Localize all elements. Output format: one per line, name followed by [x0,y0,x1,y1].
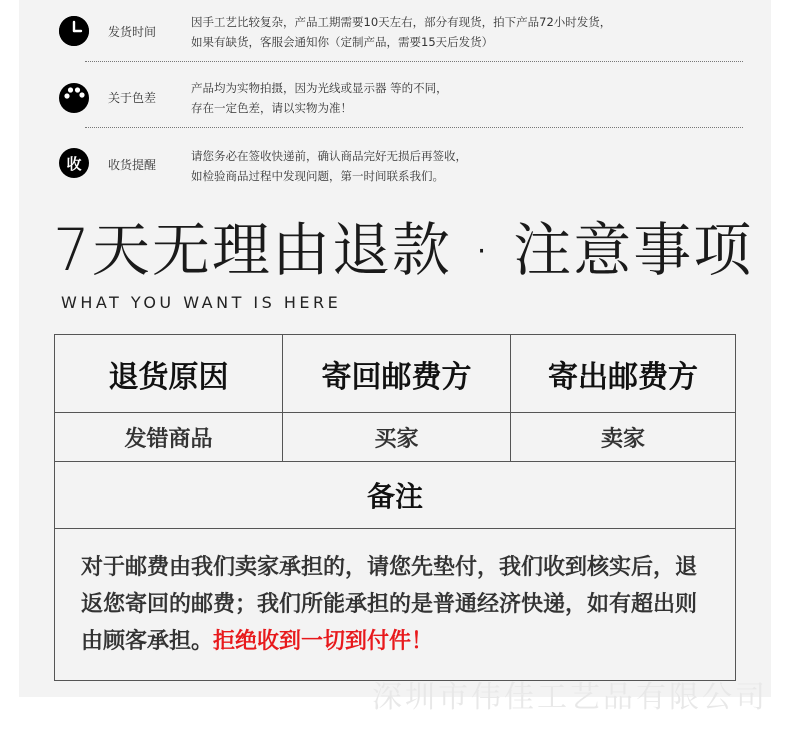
page-title: 7天无理由退款 · 注意事项 [53,216,754,284]
table-header-row [55,335,736,413]
table-header-cell: 退货原因 [55,335,283,413]
remark-text: 对于邮费由我们卖家承担的，请您先垫付，我们收到核实后，退返您寄回的邮费；我们所能承担的是普通经济快递，如有超出则由顾客承担。 [81,555,698,654]
info-row-color [19,66,771,132]
table-cell: 发错商品 [55,413,283,462]
table-cell: 卖家 [511,413,736,462]
company-watermark: 深圳市伟佳工艺品有限公司 [372,680,768,715]
clock-icon [59,16,89,46]
color-text-line1: 产品均为实物拍摄，因为光线或显示器 等的不同， [191,81,448,95]
remark-body-row [55,529,736,681]
palette-icon [59,83,89,113]
info-row-receive [19,132,771,198]
divider [85,61,743,62]
remark-header-row [55,462,736,529]
receive-reminder-label: 收货提醒 [108,158,157,172]
return-policy-table [54,334,736,681]
receive-text-line1: 请您务必在签收快递前，确认商品完好无损后再签收， [191,149,467,163]
remark-text-cell [55,529,736,681]
divider [85,127,743,128]
color-text-line2: 存在一定色差，请以实物为准！ [191,101,352,115]
receive-icon: 收 [59,148,89,178]
table-header-cell: 寄出邮费方 [511,335,736,413]
color-diff-text [191,78,751,118]
remark-title: 备注 [55,462,736,529]
table-row [55,413,736,462]
shipping-time-label: 发货时间 [108,25,157,39]
receive-text-line2: 如检验商品过程中发现问题，第一时间联系我们。 [191,169,444,183]
shipping-text-line1: 因手工艺比较复杂，产品工期需要10天左右，部分有现货，拍下产品72小时发货， [191,15,612,29]
remark-highlight: 拒绝收到一切到付件！ [213,629,434,654]
info-panel [19,0,771,697]
shipping-time-text [191,12,751,52]
table-cell: 买家 [283,413,511,462]
receive-reminder-text [191,146,751,186]
shipping-text-line2: 如果有缺货，客服会通知你（定制产品，需要15天后发货） [191,35,494,49]
info-row-shipping [19,0,771,66]
page-subtitle: WHAT YOU WANT IS HERE [61,293,342,312]
table-header-cell: 寄回邮费方 [283,335,511,413]
color-diff-label: 关于色差 [108,91,157,105]
